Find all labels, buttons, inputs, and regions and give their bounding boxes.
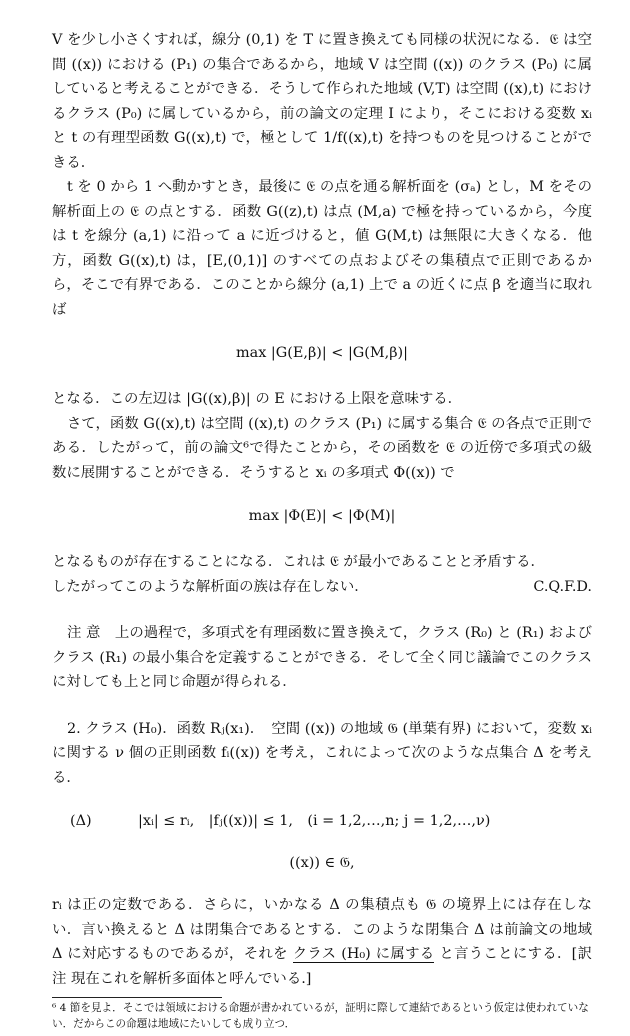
remark-paragraph: 注 意 上の過程で，多項式を有理函数に置き換えて，クラス (R₀) と (R₁) およびクラス (R₁) の最小集合を定義することができる．そして全く同じ議論でこのクラスに対しても上と同じ命題が得られる． xyxy=(52,625,592,690)
text-run: rᵢ は正の定数である．さらに，いかなる Δ の集積点も 𝔊 の境界上には存在しない．言い換えると Δ は閉集合であるとする．このような閉集合 Δ は前論文の地域 Δ に対応するものであるが，それを xyxy=(52,897,592,962)
equation: max |G(E,β)| < |G(M,β)| xyxy=(236,345,408,361)
qed-mark: C.Q.F.D. xyxy=(533,578,592,595)
paragraph: さて，函数 G((x),t) は空間 ((x),t) のクラス (P₁) に属する集合 𝔈 の各点で正則である．したがって，前の論文⁶で得たことから，その函数を 𝔈 の近傍で多項式の級数に展開することができる．そうすると xᵢ の多項式 Φ((x)) で xyxy=(52,415,592,481)
paragraph: となるものが存在することになる．これは 𝔈 が最小であることと矛盾する． xyxy=(52,554,545,570)
paragraph-end: したがってこのような解析面の族は存在しない． xyxy=(52,578,369,595)
equation-label: (Δ) xyxy=(70,813,92,829)
qed-line xyxy=(52,575,592,600)
equation-body: |xᵢ| ≤ rᵢ, |fⱼ((x))| ≤ 1, (i = 1,2,…,n; j = 1,2,…,ν) xyxy=(138,813,491,829)
section-heading-paragraph: 2. クラス (H₀)．函数 Rⱼ(x₁)． 空間 ((x)) の地域 𝔊 (単葉有界) において，変数 xᵢ に関する ν 個の正則函数 fᵢ((x)) を考え，これによって次のような点集合 Δ を考える． xyxy=(52,720,592,786)
underlined-term: クラス (H₀) に属する xyxy=(292,946,435,962)
document-page xyxy=(52,28,592,1032)
footnote-divider xyxy=(52,997,222,998)
footnote: ⁶ 4 節を見よ．そこでは領域における命題が書かれているが，証明に際して連結であるという仮定は使われていない．だからこの命題は地域にたいしても成り立つ． xyxy=(52,1002,589,1030)
paragraph: V を少し小さくすれば，線分 (0,1) を T に置き換えても同様の状況になる．𝔈 は空間 ((x)) における (P₁) の集合であるから，地域 V は空間 ((x)) のクラス (P₀) に属していると考えることができる．そうして作られた地域 (V,T) は空間 ((x),t) におけるクラス (P₀) に属しているから，前の論文の定理 I により，そこにおける変数 xᵢ と t の有理型函数 G((x),t) で，極として 1/f((x),t) を持つものを見つけることができる． xyxy=(52,32,592,171)
paragraph: t を 0 から 1 へ動かすとき，最後に 𝔈 の点を通る解析面を (σₐ) とし，M をその解析面上の 𝔈 の点とする．函数 G((z),t) は点 (M,a) で極を持っているから，今度は t を線分 (a,1) に沿って a に近づけると，値 G(M,t) は無限に大きくなる．他方，函数 G((x),t) は，[E,(0,1)] のすべての点およびその集積点で正則であるから，そこで有界である．このことから線分 (a,1) 上で a の近くに点 β を適当に取れば xyxy=(52,179,592,318)
equation: max |Φ(E)| < |Φ(M)| xyxy=(248,508,396,524)
paragraph xyxy=(52,893,592,991)
equation: ((x)) ∈ 𝔊, xyxy=(289,855,355,871)
paragraph: となる．この左辺は |G((x),β)| の E における上限を意味する． xyxy=(52,391,463,407)
text-run: と言うことにする．[訳注 現在これを解析多面体と呼んでいる.] xyxy=(52,946,592,987)
equation-delta xyxy=(52,811,592,831)
